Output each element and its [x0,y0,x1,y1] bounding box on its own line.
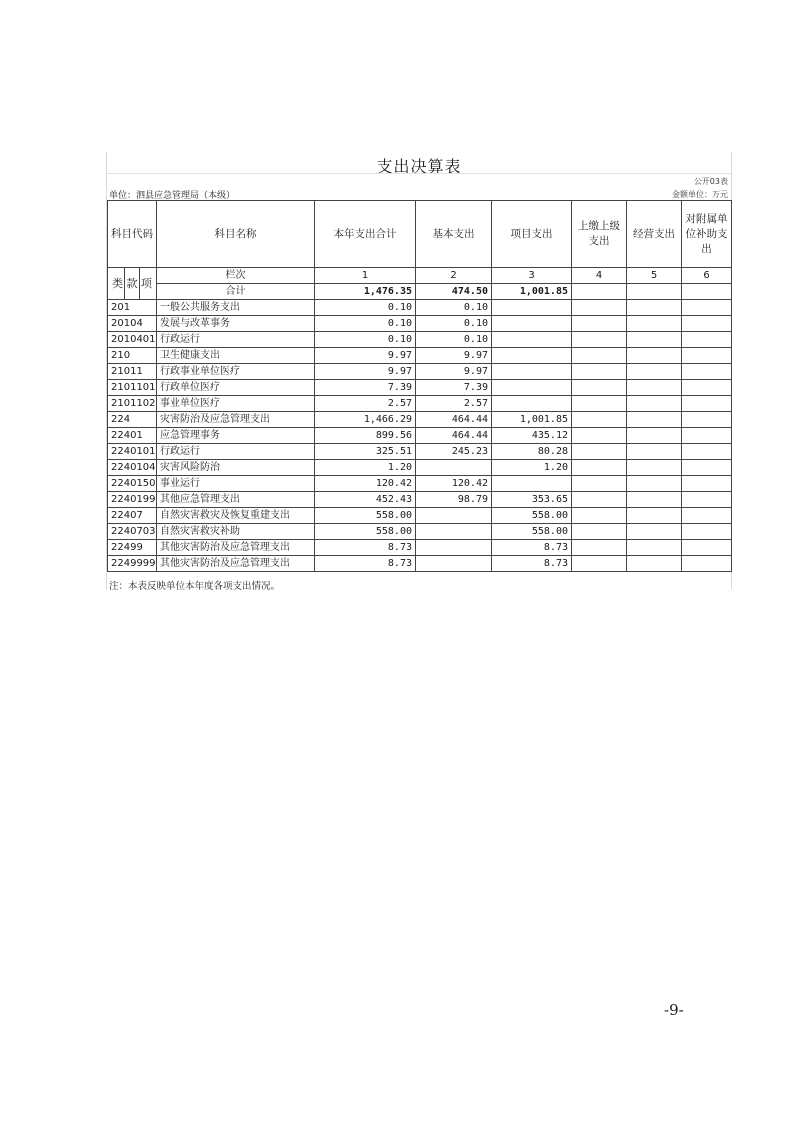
lanci-label: 栏次 [157,268,315,284]
kuan-label: 款 [125,268,139,299]
row-basic: 7.39 [416,380,492,396]
row-name: 其他应急管理支出 [157,492,315,508]
row-name: 卫生健康支出 [157,348,315,364]
row-project [492,364,572,380]
row-business [627,412,682,428]
row-business [627,428,682,444]
table-row [108,396,732,412]
col-index-3: 3 [492,268,572,284]
xiang-label: 项 [140,276,152,290]
row-upper [572,508,627,524]
col-index-6: 6 [682,268,732,284]
col-index-1: 1 [315,268,416,284]
amount-unit: 金额单位：万元 [672,190,728,199]
row-code: 2240104 [108,460,157,476]
row-subsidy [682,332,732,348]
row-code: 22401 [108,428,157,444]
row-basic: 98.79 [416,492,492,508]
row-business [627,540,682,556]
row-business [627,508,682,524]
row-business [627,396,682,412]
row-subsidy [682,428,732,444]
row-project [492,396,572,412]
row-subsidy [682,444,732,460]
row-upper [572,348,627,364]
row-upper [572,380,627,396]
header-name: 科目名称 [157,201,315,268]
row-code: 2240150 [108,476,157,492]
row-code: 2240199 [108,492,157,508]
table-row [108,364,732,380]
row-subsidy [682,364,732,380]
row-project: 435.12 [492,428,572,444]
row-upper [572,396,627,412]
row-subsidy [682,508,732,524]
row-code: 2240101 [108,444,157,460]
table-row [108,476,732,492]
row-basic [416,540,492,556]
row-project [492,316,572,332]
row-business [627,476,682,492]
table-row [108,556,732,572]
row-basic [416,556,492,572]
row-business [627,364,682,380]
row-code: 210 [108,348,157,364]
row-basic: 120.42 [416,476,492,492]
row-name: 自然灾害救灾补助 [157,524,315,540]
header-upper: 上缴上级支出 [572,201,627,268]
total-basic: 474.50 [416,284,492,300]
row-upper [572,428,627,444]
row-subsidy [682,380,732,396]
table-row [108,412,732,428]
table-row [108,380,732,396]
row-total: 9.97 [315,348,416,364]
row-basic: 464.44 [416,428,492,444]
table-row [108,460,732,476]
table-row [108,540,732,556]
row-upper [572,412,627,428]
table-row [108,492,732,508]
row-business [627,316,682,332]
row-business [627,460,682,476]
row-subsidy [682,348,732,364]
row-upper [572,460,627,476]
row-basic: 2.57 [416,396,492,412]
total-row [108,284,732,300]
row-name: 行政运行 [157,444,315,460]
row-total: 899.56 [315,428,416,444]
row-name: 发展与改革事务 [157,316,315,332]
row-project: 80.28 [492,444,572,460]
row-business [627,492,682,508]
form-code: 公开03表 [693,177,728,186]
header-project: 项目支出 [492,201,572,268]
row-upper [572,364,627,380]
row-code: 2101102 [108,396,157,412]
header-code: 科目代码 [108,201,157,268]
row-subsidy [682,540,732,556]
total-upper [572,284,627,300]
row-name: 灾害风险防治 [157,460,315,476]
header-basic: 基本支出 [416,201,492,268]
row-total: 558.00 [315,508,416,524]
row-project [492,476,572,492]
table-row [108,524,732,540]
row-total: 9.97 [315,364,416,380]
lei-label: 类 [111,268,125,299]
row-upper [572,476,627,492]
row-total: 452.43 [315,492,416,508]
header-row [108,201,732,268]
row-total: 7.39 [315,380,416,396]
row-subsidy [682,300,732,316]
row-business [627,332,682,348]
row-project: 353.65 [492,492,572,508]
row-upper [572,556,627,572]
total-label: 合计 [157,284,315,300]
row-basic: 0.10 [416,300,492,316]
row-total: 120.42 [315,476,416,492]
table-row [108,332,732,348]
row-upper [572,444,627,460]
header-subsidy: 对附属单位补助支出 [682,201,732,268]
row-name: 灾害防治及应急管理支出 [157,412,315,428]
row-name: 一般公共服务支出 [157,300,315,316]
table-row [108,428,732,444]
total-subsidy [682,284,732,300]
row-name: 事业运行 [157,476,315,492]
total-business [627,284,682,300]
row-upper [572,540,627,556]
row-total: 1.20 [315,460,416,476]
table-row [108,316,732,332]
row-basic [416,460,492,476]
row-total: 8.73 [315,556,416,572]
table-note: 注：本表反映单位本年度各项支出情况。 [109,581,281,592]
unit-label: 单位：泗县应急管理局（本级） [109,191,236,201]
row-subsidy [682,316,732,332]
row-subsidy [682,492,732,508]
row-basic: 9.97 [416,348,492,364]
row-subsidy [682,556,732,572]
row-total: 0.10 [315,300,416,316]
row-business [627,524,682,540]
row-subsidy [682,396,732,412]
title-row [107,152,731,174]
expenditure-table [107,200,732,572]
row-name: 应急管理事务 [157,428,315,444]
header-total: 本年支出合计 [315,201,416,268]
expenditure-sheet [106,152,732,592]
row-name: 行政运行 [157,332,315,348]
table-row [108,348,732,364]
row-project: 8.73 [492,556,572,572]
row-code: 20104 [108,316,157,332]
row-basic [416,524,492,540]
row-code: 224 [108,412,157,428]
row-subsidy [682,524,732,540]
row-total: 1,466.29 [315,412,416,428]
row-project: 558.00 [492,524,572,540]
row-business [627,380,682,396]
row-name: 行政单位医疗 [157,380,315,396]
row-upper [572,492,627,508]
row-basic: 0.10 [416,316,492,332]
row-basic: 464.44 [416,412,492,428]
row-project [492,380,572,396]
lei-kuan-xiang-cell [108,268,157,300]
col-index-2: 2 [416,268,492,284]
row-project [492,348,572,364]
row-code: 22407 [108,508,157,524]
row-business [627,556,682,572]
row-project: 8.73 [492,540,572,556]
row-name: 其他灾害防治及应急管理支出 [157,556,315,572]
row-code: 2010401 [108,332,157,348]
row-subsidy [682,460,732,476]
row-name: 行政事业单位医疗 [157,364,315,380]
row-upper [572,332,627,348]
row-name: 事业单位医疗 [157,396,315,412]
table-row [108,444,732,460]
table-row [108,300,732,316]
row-business [627,300,682,316]
row-total: 2.57 [315,396,416,412]
row-code: 2249999 [108,556,157,572]
row-basic: 9.97 [416,364,492,380]
page-number: -9- [664,1001,684,1019]
row-total: 0.10 [315,316,416,332]
header-business: 经营支出 [627,201,682,268]
row-project: 558.00 [492,508,572,524]
row-name: 自然灾害救灾及恢复重建支出 [157,508,315,524]
row-code: 2101101 [108,380,157,396]
row-business [627,348,682,364]
row-total: 0.10 [315,332,416,348]
row-project: 1.20 [492,460,572,476]
row-code: 2240703 [108,524,157,540]
row-total: 325.51 [315,444,416,460]
row-total: 558.00 [315,524,416,540]
row-code: 22499 [108,540,157,556]
row-basic [416,508,492,524]
row-basic: 245.23 [416,444,492,460]
col-index-5: 5 [627,268,682,284]
table-title: 支出决算表 [376,157,462,176]
col-index-4: 4 [572,268,627,284]
total-amount: 1,476.35 [315,284,416,300]
row-code: 21011 [108,364,157,380]
row-business [627,444,682,460]
row-project: 1,001.85 [492,412,572,428]
table-row [108,508,732,524]
row-upper [572,300,627,316]
row-subsidy [682,476,732,492]
row-project [492,300,572,316]
column-index-row [108,268,732,284]
row-name: 其他灾害防治及应急管理支出 [157,540,315,556]
row-code: 201 [108,300,157,316]
row-basic: 0.10 [416,332,492,348]
row-upper [572,316,627,332]
row-project [492,332,572,348]
row-upper [572,524,627,540]
row-total: 8.73 [315,540,416,556]
total-project: 1,001.85 [492,284,572,300]
row-subsidy [682,412,732,428]
